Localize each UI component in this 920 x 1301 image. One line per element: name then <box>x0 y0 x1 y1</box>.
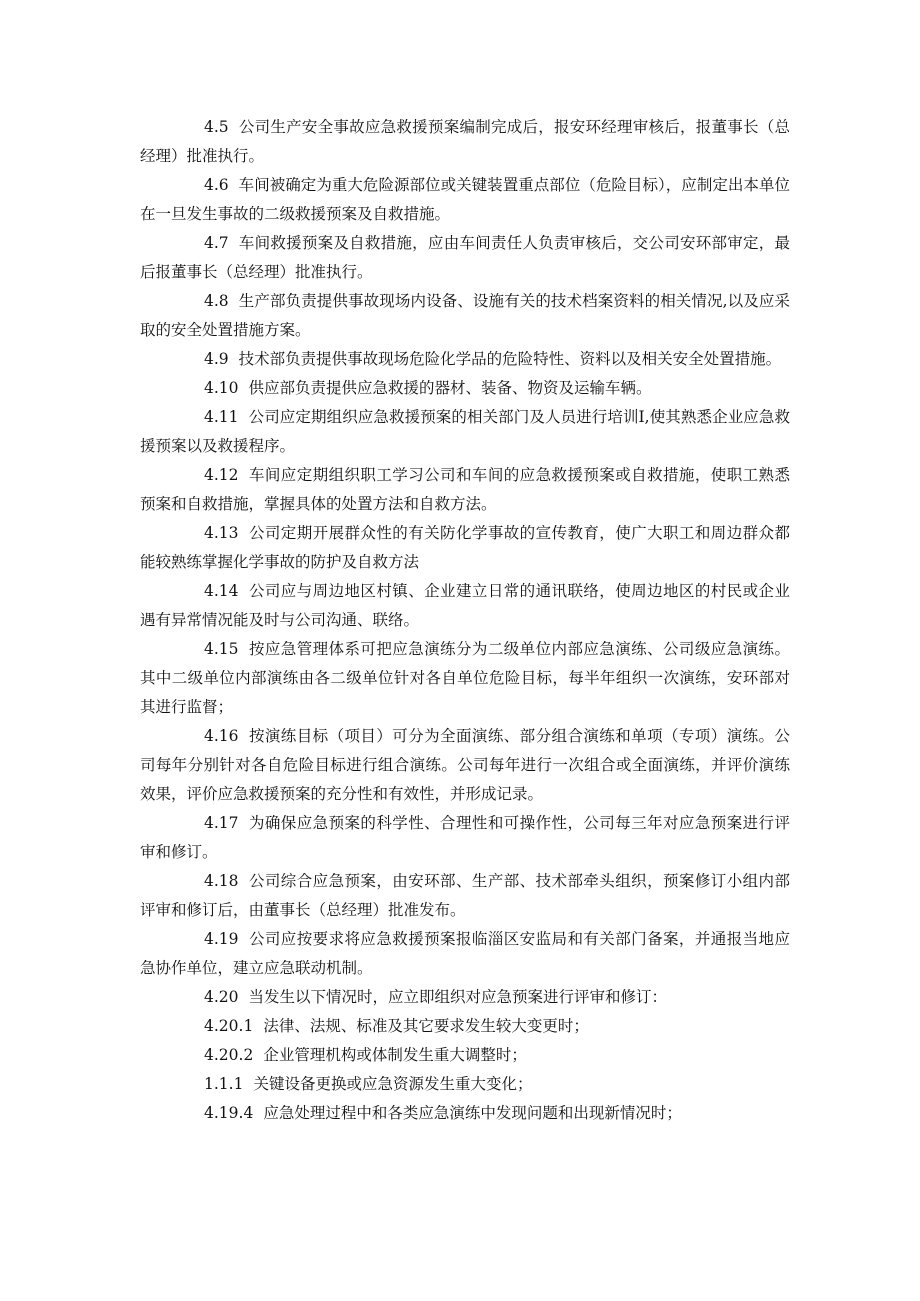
paragraph-4-16 <box>140 722 790 809</box>
paragraph-4-17 <box>140 809 790 867</box>
paragraph-number: 4.10 <box>204 379 239 397</box>
paragraph-text: 按应急管理体系可把应急演练分为二级单位内部应急演练、公司级应急演练。其中二级单位内部演练由各二级单位针对各自单位危险目标，每半年组织一次演练，安环部对其进行监督； <box>140 640 790 716</box>
paragraph-4-11 <box>140 403 790 461</box>
paragraph-number: 4.17 <box>204 814 239 832</box>
paragraph-text: 供应部负责提供应急救援的器材、装备、物资及运输车辆。 <box>248 379 652 397</box>
paragraph-number: 4.18 <box>204 872 239 890</box>
paragraph-text: 企业管理机构或体制发生重大调整时； <box>263 1046 527 1064</box>
paragraph-text: 车间被确定为重大危险源部位或关键装置重点部位（危险目标），应制定出本单位在一旦发生事故的二级救援预案及自救措施。 <box>140 176 790 223</box>
paragraph-number: 4.16 <box>204 727 239 745</box>
paragraph-number: 4.15 <box>204 640 239 658</box>
paragraph-text: 当发生以下情况时，应立即组织对应急预案进行评审和修订： <box>248 988 668 1006</box>
paragraph-text: 为确保应急预案的科学性、合理性和可操作性，公司每三年对应急预案进行评审和修订。 <box>140 814 790 861</box>
paragraph-number: 4.14 <box>204 582 239 600</box>
paragraph-text: 应急处理过程中和各类应急演练中发现问题和出现新情况时； <box>263 1104 682 1122</box>
paragraph-number: 4.7 <box>204 234 229 252</box>
paragraph-4-19-4 <box>140 1099 790 1128</box>
paragraph-4-7 <box>140 229 790 287</box>
paragraph-4-14 <box>140 577 790 635</box>
paragraph-4-18 <box>140 867 790 925</box>
paragraph-text: 法律、法规、标准及其它要求发生较大变更时； <box>263 1017 589 1035</box>
paragraph-number: 4.20 <box>204 988 239 1006</box>
paragraph-number: 4.20.1 <box>204 1017 254 1035</box>
paragraph-4-5 <box>140 113 790 171</box>
paragraph-4-13 <box>140 519 790 577</box>
paragraph-text: 公司应与周边地区村镇、企业建立日常的通讯联络，使周边地区的村民或企业遇有异常情况能及时与公司沟通、联络。 <box>140 582 790 629</box>
paragraph-number: 4.13 <box>204 524 239 542</box>
paragraph-text: 技术部负责提供事故现场危险化学品的危险特性、资料以及相关安全处置措施。 <box>238 350 782 368</box>
paragraph-number: 4.9 <box>204 350 229 368</box>
paragraph-number: 4.12 <box>204 466 239 484</box>
paragraph-4-6 <box>140 171 790 229</box>
paragraph-4-19 <box>140 925 790 983</box>
paragraph-text: 车间救援预案及自救措施，应由车间责任人负责审核后，交公司安环部审定，最后报董事长（总经理）批准执行。 <box>140 234 790 281</box>
paragraph-number: 4.5 <box>204 118 229 136</box>
paragraph-text: 公司定期开展群众性的有关防化学事故的宣传教育，使广大职工和周边群众都能较熟练掌握化学事故的防护及自救方法 <box>140 524 790 571</box>
paragraph-1-1-1 <box>140 1070 790 1099</box>
paragraph-number: 4.19 <box>204 930 239 948</box>
paragraph-number: 4.6 <box>204 176 229 194</box>
paragraph-text: 关键设备更换或应急资源发生重大变化； <box>253 1075 533 1093</box>
paragraph-number: 4.8 <box>204 292 229 310</box>
paragraph-number: 4.20.2 <box>204 1046 254 1064</box>
paragraph-4-12 <box>140 461 790 519</box>
paragraph-number: 1.1.1 <box>204 1075 244 1093</box>
paragraph-4-15 <box>140 635 790 722</box>
paragraph-4-20-1 <box>140 1012 790 1041</box>
paragraph-number: 4.19.4 <box>204 1104 254 1122</box>
paragraph-text: 生产部负责提供事故现场内设备、设施有关的技术档案资料的相关情况,以及应采取的安全处置措施方案。 <box>140 292 790 339</box>
paragraph-text: 公司应按要求将应急救援预案报临淄区安监局和有关部门备案，并通报当地应急协作单位，建立应急联动机制。 <box>140 930 790 977</box>
paragraph-4-8 <box>140 287 790 345</box>
paragraph-text: 公司生产安全事故应急救援预案编制完成后，报安环经理审核后，报董事长（总经理）批准执行。 <box>140 118 790 165</box>
paragraph-number: 4.11 <box>204 408 239 426</box>
document-body <box>140 113 790 1128</box>
paragraph-text: 车间应定期组织职工学习公司和车间的应急救援预案或自救措施，使职工熟悉预案和自救措施，掌握具体的处置方法和自救方法。 <box>140 466 790 513</box>
paragraph-4-10 <box>140 374 790 403</box>
paragraph-text: 公司综合应急预案，由安环部、生产部、技术部牵头组织，预案修订小组内部评审和修订后，由董事长（总经理）批准发布。 <box>140 872 790 919</box>
paragraph-text: 按演练目标（项目）可分为全面演练、部分组合演练和单项（专项）演练。公司每年分别针对各自危险目标进行组合演练。公司每年进行一次组合或全面演练，并评价演练效果，评价应急救援预案的充分性和有效性，并形成记录。 <box>140 727 790 803</box>
paragraph-4-20 <box>140 983 790 1012</box>
paragraph-4-9 <box>140 345 790 374</box>
paragraph-text: 公司应定期组织应急救援预案的相关部门及人员进行培训I,使其熟悉企业应急救援预案以及救援程序。 <box>140 408 790 455</box>
paragraph-4-20-2 <box>140 1041 790 1070</box>
